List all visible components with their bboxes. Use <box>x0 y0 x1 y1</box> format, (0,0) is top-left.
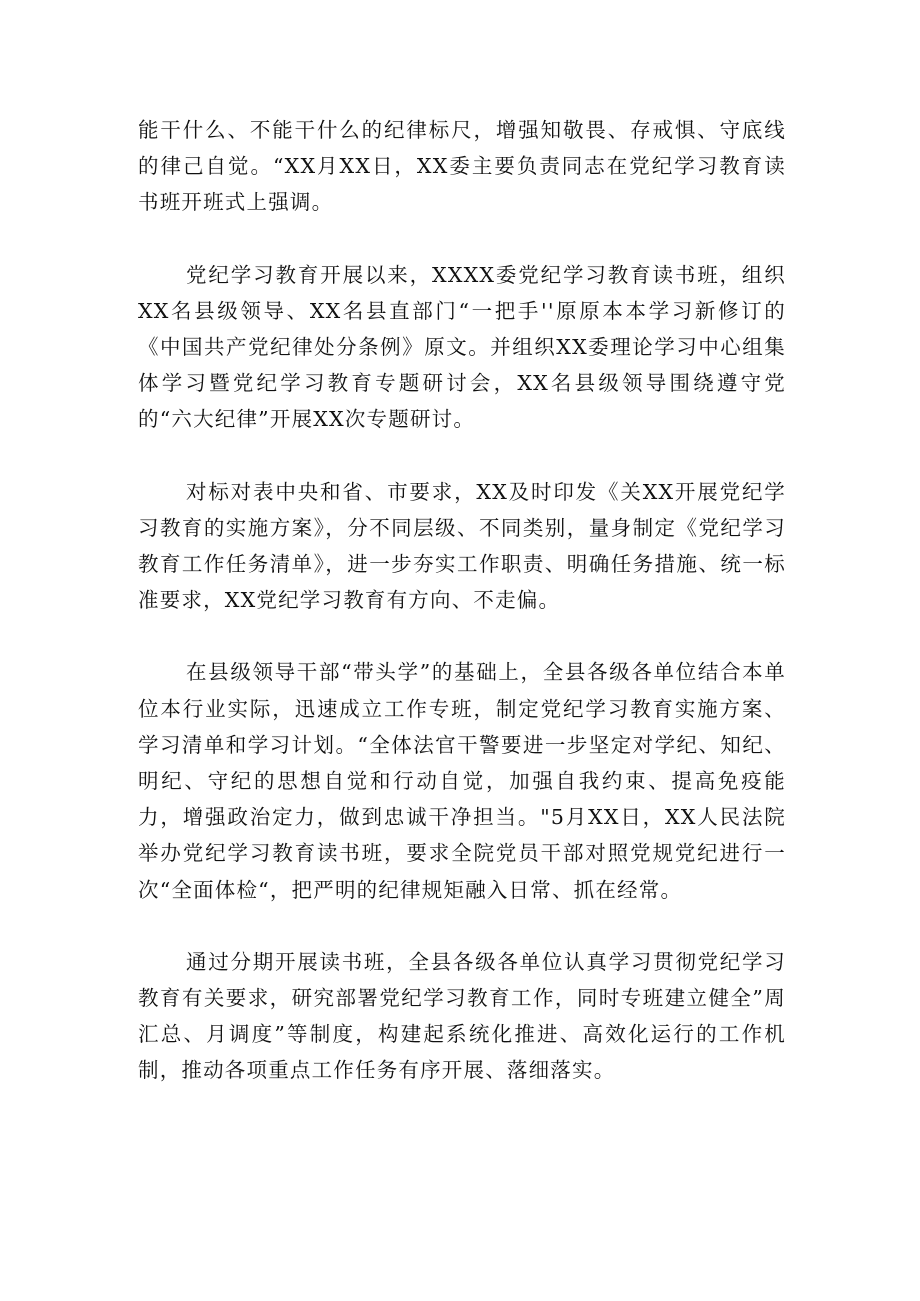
document-body <box>138 112 786 1125</box>
paragraph-work-mechanism: 通过分期开展读书班，全县各级各单位认真学习贯彻党纪学习教育有关要求，研究部署党纪学习教育工作，同时专班建立健全”周汇总、月调度”等制度，构建起系统化推进、高效化运行的工作机制，推动各项重点工作任务有序开展、落细落实。 <box>138 949 786 1083</box>
paragraph-study-activities: 党纪学习教育开展以来，XXXX委党纪学习教育读书班，组织XX名县级领导、XX名县直部门“一把手''原原本本学习新修订的《中国共产党纪律处分条例》原文。并组织XX委理论学习中心组集体学习暨党纪学习教育专题研讨会，XX名县级领导围绕遵守党的“六大纪律”开展XX次专题研讨。 <box>138 262 786 432</box>
paragraph-continuation: 能干什么、不能干什么的纪律标尺，增强知敬畏、存戒惧、守底线的律己自觉。“XX月XX日，XX委主要负责同志在党纪学习教育读书班开班式上强调。 <box>138 118 786 215</box>
paragraph-implementation-plan: 对标对表中央和省、市要求，XX及时印发《关XX开展党纪学习教育的实施方案》，分不同层级、不同类别，量身制定《党纪学习教育工作任务清单》，进一步夯实工作职责、明确任务措施、统一标准要求，XX党纪学习教育有方向、不走偏。 <box>138 479 786 613</box>
paragraph-unit-study: 在县级领导干部“带头学”的基础上，全县各级各单位结合本单位本行业实际，迅速成立工作专班，制定党纪学习教育实施方案、学习清单和学习计划。“全体法官干警要进一步坚定对学纪、知纪、明纪、守纪的思想自觉和行动自觉，加强自我约束、提高免疫能力，增强政治定力，做到忠诚干净担当。"5月XX日，XX人民法院举办党纪学习教育读书班，要求全院党员干部对照党规党纪进行一次“全面体检“，把严明的纪律规矩融入日常、抓在经常。 <box>138 660 786 902</box>
